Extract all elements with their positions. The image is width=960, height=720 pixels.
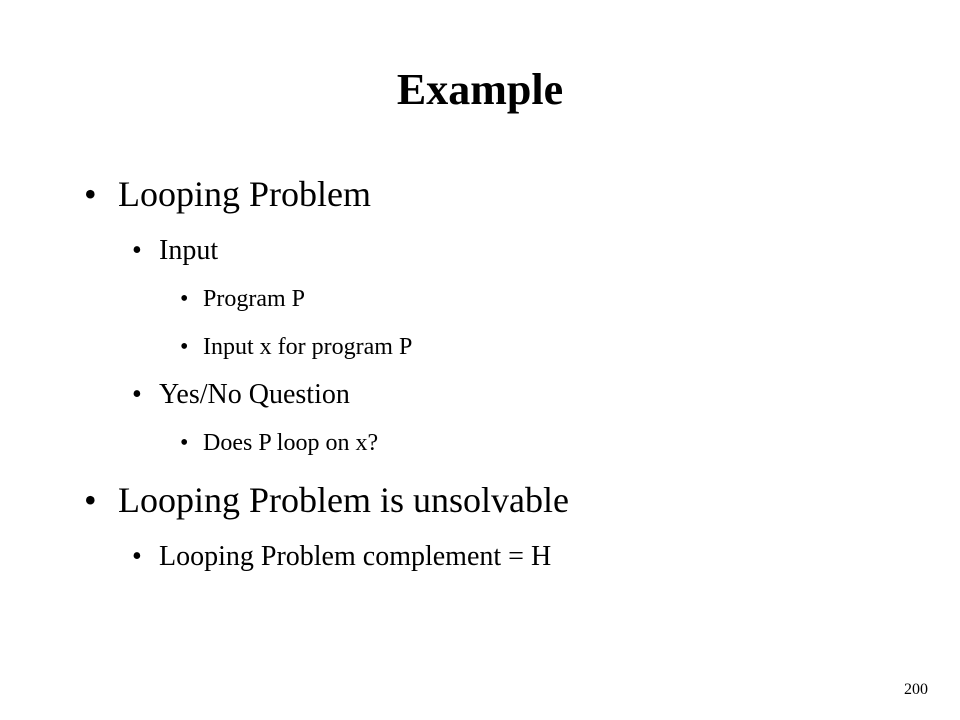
bullet-marker: •: [180, 430, 189, 456]
bullet-text: Does P loop on x?: [203, 430, 379, 456]
slide-title: Example: [396, 65, 564, 114]
bullet-text: Looping Problem is unsolvable: [118, 480, 569, 520]
bullet-marker: •: [180, 286, 189, 312]
bullet-marker: •: [180, 334, 189, 360]
bullet-text: Looping Problem complement = H: [159, 541, 552, 572]
page-number: 200: [904, 681, 928, 698]
bullet-marker: •: [132, 379, 142, 410]
bullet-marker: •: [132, 541, 142, 572]
bullet-marker: •: [84, 480, 97, 520]
bullet-text: Input x for program P: [203, 334, 413, 360]
bullet-marker: •: [84, 174, 97, 214]
bullet-text: Yes/No Question: [159, 379, 350, 410]
bullet-marker: •: [132, 235, 142, 266]
bullet-text: Input: [159, 235, 219, 266]
bullet-text: Program P: [203, 286, 305, 312]
bullet-text: Looping Problem: [118, 174, 371, 214]
